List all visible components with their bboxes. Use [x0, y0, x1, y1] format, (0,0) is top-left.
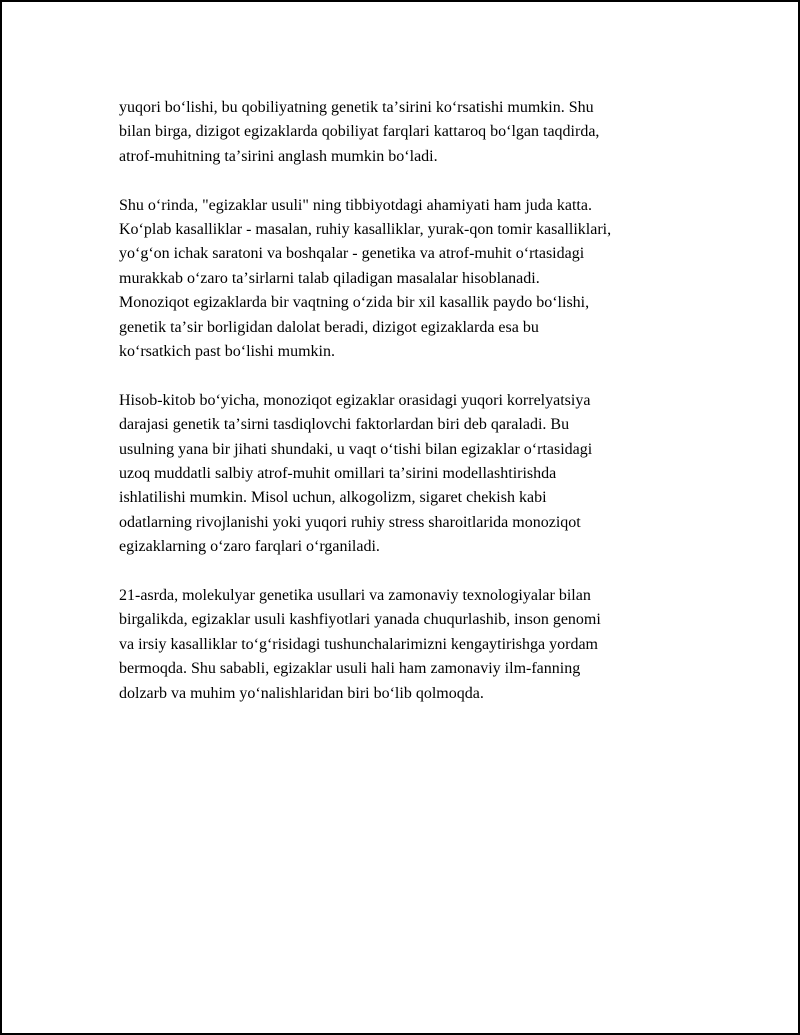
text-line: usulning yana bir jihati shundaki, u vaqt oʻtishi bilan egizaklar oʻrtasidagi: [119, 440, 593, 458]
text-line: bilan birga, dizigot egizaklarda qobiliyat farqlari kattaroq boʻlgan taqdirda,: [119, 123, 600, 141]
text-line: Koʻplab kasalliklar - masalan, ruhiy kasalliklar, yurak-qon tomir kasalliklari,: [119, 221, 612, 239]
text-line: murakkab oʻzaro taʼsirlarni talab qiladigan masalalar hisoblanadi.: [119, 269, 540, 287]
text-line: egizaklarning oʻzaro farqlari oʻrganiladi.: [119, 538, 380, 556]
text-line: dolzarb va muhim yoʻnalishlaridan biri boʻlib qolmoqda.: [119, 684, 484, 702]
text-line: darajasi genetik taʼsirni tasdiqlovchi faktorlardan biri deb qaraladi. Bu: [119, 416, 570, 434]
text-line: 21-asrda, molekulyar genetika usullari va zamonaviy texnologiyalar bilan: [119, 587, 591, 605]
text-line: bermoqda. Shu sababli, egizaklar usuli hali ham zamonaviy ilm-fanning: [119, 660, 581, 678]
paragraph-2: [119, 194, 699, 365]
text-line: odatlarning rivojlanishi yoki yuqori ruhiy stress sharoitlarida monoziqot: [119, 513, 581, 531]
paragraph-3: [119, 389, 699, 560]
text-line: atrof-muhitning taʼsirini anglash mumkin boʻladi.: [119, 147, 438, 165]
text-line: birgalikda, egizaklar usuli kashfiyotlari yanada chuqurlashib, inson genomi: [119, 611, 601, 629]
text-line: yuqori boʻlishi, bu qobiliyatning genetik taʼsirini koʻrsatishi mumkin. Shu: [119, 99, 594, 116]
text-line: uzoq muddatli salbiy atrof-muhit omillari taʼsirini modellashtirishda: [119, 465, 557, 483]
paragraph-1: [119, 96, 699, 169]
text-line: va irsiy kasalliklar toʻgʻrisidagi tushunchalarimizni kengaytirishga yordam: [119, 635, 598, 653]
text-line: Hisob-kitob boʻyicha, monoziqot egizaklar orasidagi yuqori korrelyatsiya: [119, 391, 591, 409]
text-line: Shu oʻrinda, "egizaklar usuli" ning tibbiyotdagi ahamiyati ham juda katta.: [119, 196, 592, 214]
paragraph-4: [119, 584, 699, 706]
text-line: genetik taʼsir borligidan dalolat beradi, dizigot egizaklarda esa bu: [119, 318, 539, 336]
text-line: Monoziqot egizaklarda bir vaqtning oʻzida bir xil kasallik paydo boʻlishi,: [119, 294, 590, 312]
text-line: koʻrsatkich past boʻlishi mumkin.: [119, 343, 335, 361]
text-line: yoʻgʻon ichak saratoni va boshqalar - genetika va atrof-muhit oʻrtasidagi: [119, 245, 585, 263]
document-body: [119, 96, 699, 731]
text-line: ishlatilishi mumkin. Misol uchun, alkogolizm, sigaret chekish kabi: [119, 489, 547, 507]
